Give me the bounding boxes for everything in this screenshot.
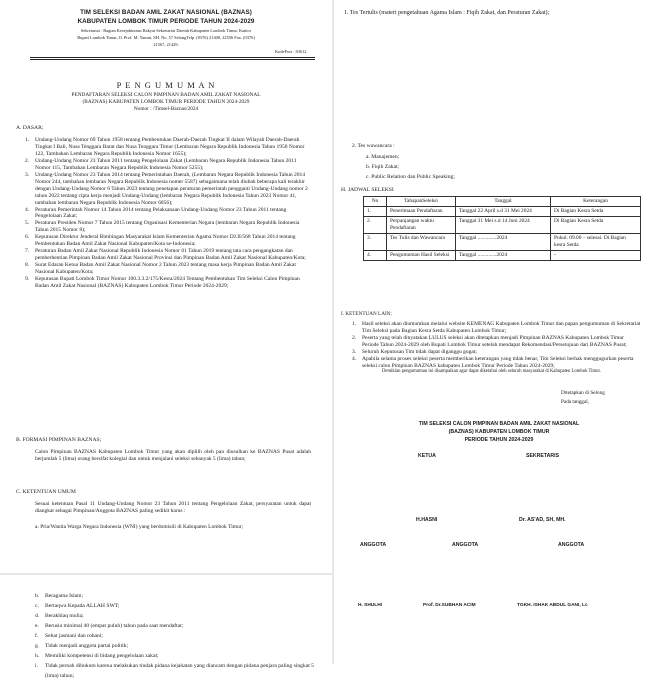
persyaratan-item	[35, 661, 320, 681]
announcement-subtitle-1: PENDAFTARAN SELEKSI CALON PIMPINAN BADAN AMIL ZAKAT NASIONAL	[71, 92, 261, 98]
persyaratan-item-text: Tidak pernah dihukum karena melakukan tindak pidana kejahatan yang diancam dengan pidana penjara paling singkat 5 (lima) tahun;	[45, 663, 314, 679]
dasar-item-text: Undang-Undang Nomor 23 Tahun 2014 tentang Pemerintahan Daerah, (Lembaran Negara Republik Indonesia Tahun 2014 Nomor 244, tambahan lembaran Negara Republik Indonesia nomer 5587) sebagaimana telah diubah beberapa kali terakhir dengan Undang-Undang Nomor 6 Tahun 2023 tentang penetapan peraturan pemerintah pengganti Undang-Undang nomor 2 tahun 2022 tentang cipta kerja menjadi Undang-Undang (lembaran Negara Republik Indonesia Tahun 2023 Nomor 41, tambahan lembaran Negara Republik Indonesia Nomor 6856);	[35, 171, 308, 206]
ketua-label: KETUA	[418, 453, 436, 459]
announcement-subtitle-2: (BAZNAS) KABUPATEN LOMBOK TIMUR PERIODE TAHUN 2024-2029	[82, 99, 250, 105]
header-line-1: TIM SELEKSI BADAN AMIL ZAKAT NASIONAL (BAZNAS)	[80, 9, 252, 16]
ketentuan-lain-list	[342, 321, 642, 370]
dasar-item	[15, 158, 313, 172]
persyaratan-item-text: Berusia minimal 40 (empat puluh) tahun pada saat mendaftar;	[45, 623, 184, 629]
dasar-item-text: Surat Edaran Ketua Badan Amil Zakat Nasional Nomor 2 Tahun 2023 tentang masa kerja Pimpinan Badan Amil Zakat Nasional Kabupaten/Kota;	[35, 262, 296, 276]
sekretaris-name: Dr. AS'AD, SH, MH.	[519, 517, 566, 523]
jadwal-cell: -	[551, 251, 641, 261]
signature-title-2: (BAZNAS) KABUPATEN LOMBOK TIMUR	[448, 429, 550, 435]
ketentuan-lain-number: 1.	[352, 321, 357, 327]
persyaratan-item	[35, 601, 320, 611]
document-page-1	[0, 0, 332, 573]
ketentuan-lain-number: 2.	[352, 334, 357, 341]
dasar-item	[15, 207, 313, 221]
header-address-3: 21567, 21429.	[153, 42, 179, 47]
ketentuan-umum-paragraph: Sesuai ketentuan Pasal 11 Undang-Undang Nomor 23 Tahun 2011 tentang Pengelolaan Zakat, persyaratan untuk dapat diangkat sebagai Pimpinan/Anggota BAZNAS paling sedikit harus :	[35, 501, 311, 514]
jadwal-row	[364, 217, 641, 234]
jadwal-cell: Pukul. 09.00 – selesai. Di Bagian kesra Setda	[551, 234, 641, 251]
jadwal-cell: Tanggal ..............2024	[456, 234, 551, 251]
ketentuan-lain-text: Peserta yang telah dinyatakan LULUS seleksi akan ditetapkan menjadi Pimpinan BAZNAS Kabupaten Lombok Timur Periode Tahun 2024-2029 oleh Bupati Lombok Timur setelah mendapat Rekomendasi/Persetujuan dari BAZNAS Pusat;	[362, 334, 627, 348]
dasar-item	[15, 137, 313, 158]
jadwal-cell: 1.	[364, 207, 387, 217]
sekretaris-label: SEKRETARIS	[526, 453, 560, 459]
tes-wawancara-heading: 2. Tes wawancara :	[352, 143, 395, 149]
dasar-item-text: Undang-Undang Nomor 23 Tahun 2011 tentang Pengelolaan Zakat (Lembaran Negara Republik Indonesia Tahun 2011 Nomor 115, Tambahan Lembaran Negara Republik Indonesia Nomor 5255);	[35, 157, 297, 171]
ketentuan-lain-number: 3.	[352, 348, 357, 355]
document-page-3	[334, 0, 664, 50]
document-page-4	[334, 115, 664, 664]
jadwal-cell: Tanggal ..............2024	[456, 251, 551, 261]
member-name-1: H. SHULHI	[358, 603, 382, 608]
persyaratan-list	[35, 591, 320, 681]
member-name-3: TGKH. ISHAK ABDUL GANI, Lc	[517, 603, 588, 608]
ketentuan-lain-item	[342, 335, 642, 349]
ketentuan-lain-item	[342, 349, 642, 356]
panel-divider-right	[334, 50, 664, 115]
jadwal-header-row	[364, 197, 641, 207]
jadwal-cell: 2.	[364, 217, 387, 234]
header-address-1: Sekretariat : Bagian Kesejahteraan Rakyat Sekretariat Daerah Kabupaten Lombok Timur, Kantor	[80, 28, 252, 33]
dasar-item	[15, 262, 313, 276]
header-rule-bottom	[30, 59, 315, 60]
persyaratan-item-letter: c.	[35, 603, 39, 609]
header-line-2: KABUPATEN LOMBOK TIMUR PERIODE TAHUN 2024-2029	[77, 18, 255, 25]
section-c-heading: C. KETENTUAN UMUM	[16, 489, 76, 495]
ketentuan-lain-text: Hasil seleksi akan diumumkan melalui website KEMENAG Kabupaten Lombok Timur dan papan pengumuman di Sekretariat Tim Seleksi pada Bagian Kesra Setda Kabupaten Lombok Timur;	[362, 321, 641, 334]
jadwal-cell: Di Bagian Kesra Setda	[551, 207, 641, 217]
dasar-item-number: 3.	[25, 171, 30, 178]
jadwal-cell: Tanggal 31 Mei s.d 14 Juni 2024	[456, 217, 551, 234]
anggota-label-1: ANGGOTA	[360, 542, 387, 548]
dasar-item-number: 1.	[25, 137, 30, 143]
section-a-heading: A. DASAR;	[16, 125, 44, 131]
persyaratan-item-letter: d.	[35, 613, 40, 619]
dasar-item-number: 5.	[25, 220, 30, 227]
ketentuan-lain-text: Apabila selama proses seleksi peserta memberikan keterangan yang tidak benar, Tim Seleksi berhak menggugurkan peserta seleksi calon Pimpinan BAZNAS kabupaten Lombok Timur Periode Tahun 2024-2029;	[362, 355, 634, 369]
dasar-item-number: 4.	[25, 206, 30, 213]
jadwal-col-keterangan: Keterangan	[551, 197, 641, 207]
persyaratan-item	[35, 641, 320, 651]
announcement-title: P E N G U M U M A N	[116, 80, 216, 90]
persyaratan-item-letter: g.	[35, 643, 40, 649]
announcement-number: Nomor : /Timsel-Baznas/2024	[133, 106, 199, 112]
tes-wawancara-item-2: b. Fiqih Zakat;	[366, 164, 400, 170]
member-name-2: Prof. Dr.SUBHAN ACIM	[423, 603, 476, 608]
persyaratan-item-letter: e.	[35, 623, 39, 629]
dasar-item	[15, 248, 313, 262]
signature-date: Pada tanggal,	[561, 399, 589, 405]
ketentuan-lain-item	[342, 356, 642, 370]
dasar-item	[15, 234, 313, 248]
dasar-item-text: Keputusan Bupati Lombok Timur Nomor 100.3.3.2/175/Kesra/2024 Tentang Pembentukan Tim Seleksi Calon Pimpinan Badan Amil Zakat Nasional (BAZNAS) Kabupaten Lombok Timur Periode 2024-2029;	[35, 276, 300, 290]
ketentuan-lain-text: Seluruh Keputusan Tim tidak dapat diganggu gugat;	[362, 348, 477, 355]
tes-tertulis-number: 1.	[344, 10, 349, 16]
tes-tertulis-text: Tes Tertulis (materi pengetahuan Agama Islam : Fiqih Zakat, dan Peraturan Zakat);	[349, 10, 550, 16]
ketua-name: H.HASNI	[416, 517, 438, 523]
header-kodepos: KodePost : 83612	[275, 49, 307, 54]
jadwal-row	[364, 207, 641, 217]
jadwal-row	[364, 234, 641, 251]
jadwal-heading: H. JADWAL SELEKSI	[341, 187, 394, 193]
persyaratan-item-letter: h.	[35, 653, 40, 659]
persyaratan-item-letter: i.	[35, 663, 38, 669]
persyaratan-item	[35, 631, 320, 641]
ketentuan-lain-item	[342, 321, 642, 335]
signature-place: Ditetapkan di Selong	[561, 390, 605, 396]
persyaratan-item-text: Bertaqwa Kepada ALLAH SWT;	[45, 603, 120, 609]
persyaratan-item	[35, 611, 320, 621]
persyaratan-item-text: Tidak menjadi anggota partai politik;	[45, 643, 129, 649]
jadwal-cell: Perpanjangan waktu Pendaftaran	[387, 217, 456, 234]
jadwal-cell: Di Bagian Kesra Setda	[551, 217, 641, 234]
jadwal-cell: Penerimaan Pendaftaran	[387, 207, 456, 217]
dasar-item-text: Keputusan Direktur Jenderal Bimbingan Masyarakat Islam Kementerian Agama Nomor DJ.II/568 Tahun 2014 tentang Pembentukan Badan Amil Zakat Nasional Kabupaten/Kota se-Indonesia;	[35, 234, 296, 248]
section-b-heading: B. FORMASI PIMPINAN BAZNAS;	[16, 437, 102, 443]
header-rule-top	[30, 57, 315, 58]
jadwal-cell: Tanggal 22 April s.d 31 Mei 2024	[456, 207, 551, 217]
dasar-item	[15, 220, 313, 234]
persyaratan-item-text: Memiliki kompetensi di bidang pengelolaan zakat;	[45, 653, 159, 659]
signature-title-1: TIM SELEKSI CALON PIMPINAN BADAN AMIL ZAKAT NASIONAL	[418, 421, 580, 427]
dasar-item-number: 9.	[25, 276, 30, 283]
formasi-paragraph: Calon Pimpinan BAZNAS Kabupaten Lombok Timur yang akan dipilih oleh pan diusulkan ke BAZNAS Pusat adalah berjumlah 5 (lima) orang bersifat kolegial dan untuk menjalani seleksi sebanyak 5 (lima) tahun;	[35, 449, 311, 462]
persyaratan-item-text: Beragama Islam;	[45, 593, 84, 599]
anggota-label-2: ANGGOTA	[452, 542, 479, 548]
jadwal-row	[364, 251, 641, 261]
jadwal-cell: 4.	[364, 251, 387, 261]
tes-wawancara-item-1: a. Manajemen;	[366, 154, 400, 160]
dasar-item-text: Peraturan Presiden Nomor 7 Tahun 2015 tentang Organisasi Kementerian Negara (lembaran Negara Republik Indonesia Tahun 2015 Nomor 8);	[35, 220, 300, 234]
ketentuan-lain-heading: I. KETENTUAN LAIN;	[341, 311, 392, 317]
persyaratan-item	[35, 591, 320, 601]
persyaratan-item-letter: f.	[35, 633, 39, 639]
ketentuan-umum-item-a: a. Pria/Wanita Warga Negara Indonesia (WNI) yang berdomisili di Kabupaten Lombok Timur;	[35, 524, 244, 530]
dasar-item-number: 7.	[25, 248, 30, 255]
dasar-item	[15, 276, 313, 290]
ketentuan-lain-number: 4.	[352, 355, 357, 362]
dasar-item-number: 8.	[25, 262, 30, 269]
dasar-item-text: Peraturan Badan Amil Zakat Nasional Republik Indonesia Nomor 01 Tahun 2019 tentang tata cara pengangkatan dan pemberhentian Pimpinan Badan Amil Zakat Nasional Provinsi dan Pimpinan Badan Amil Zakat Nasional Kabupaten/Kota;	[35, 248, 306, 262]
jadwal-cell: Pengumuman Hasil Seleksi	[387, 251, 456, 261]
persyaratan-item-letter: b.	[35, 593, 40, 599]
jadwal-cell: 3.	[364, 234, 387, 251]
persyaratan-item-text: Berakhlaq mulia;	[45, 613, 84, 619]
signature-title-3: PERIODE TAHUN 2024-2029	[464, 437, 534, 443]
tes-wawancara-item-3: c. Public Relation dan Public Speaking;	[366, 174, 455, 180]
jadwal-col-tanggal: Tanggal	[456, 197, 551, 207]
persyaratan-item	[35, 651, 320, 661]
dasar-item-text: Peraturan Pemerintah Nomor 14 Tahun 2014 tentang Pelaksanaan Undang-Undang Nomor 23 Tahun 2011 tentang Pengelolaan Zakat;	[35, 206, 287, 220]
jadwal-col-tahapan: TahapanSeleksi	[387, 197, 456, 207]
dasar-list	[15, 137, 313, 290]
tes-tertulis-item	[344, 9, 644, 18]
persyaratan-item	[35, 621, 320, 631]
dasar-item	[15, 172, 313, 207]
dasar-item-number: 2.	[25, 157, 30, 164]
anggota-label-3: ANGGOTA	[558, 542, 585, 548]
document-page-2	[0, 575, 332, 679]
jadwal-col-no: No	[364, 197, 387, 207]
dasar-item-number: 6.	[25, 234, 30, 241]
header-address-2: Bupati Lombok Timur, Jl. Prof. M. Yamin, SH. No. 57 SelongTelp. (0376) 21408, 22556 Fax. (0376)	[77, 35, 255, 40]
dasar-item-text: Undang-Undang Nomor 69 Tahun 1958 tentang Pembentukan Daerah-Daerah Tingkat II dalam Wilayah Daerah-Daerah Tingkat I Bali, Nusa Tenggara Barat dan Nusa Tenggara Timur (Lembaran Negara Republik Indonesia Tahun 1958 Nomor 122, Tambahan Lembaran Negara Republik Indonesia Nomor 1655);	[35, 137, 305, 157]
jadwal-table	[363, 196, 641, 261]
persyaratan-item-text: Sehat jasmani dan rohani;	[45, 633, 103, 639]
closing-paragraph: Demikian pengumuman ini disampaikan agar dapat diketahui oleh seluruh masyarakat di Kabupaten Lombok Timur.	[382, 369, 601, 374]
jadwal-cell: Tes Tulis dan Wawancara	[387, 234, 456, 251]
